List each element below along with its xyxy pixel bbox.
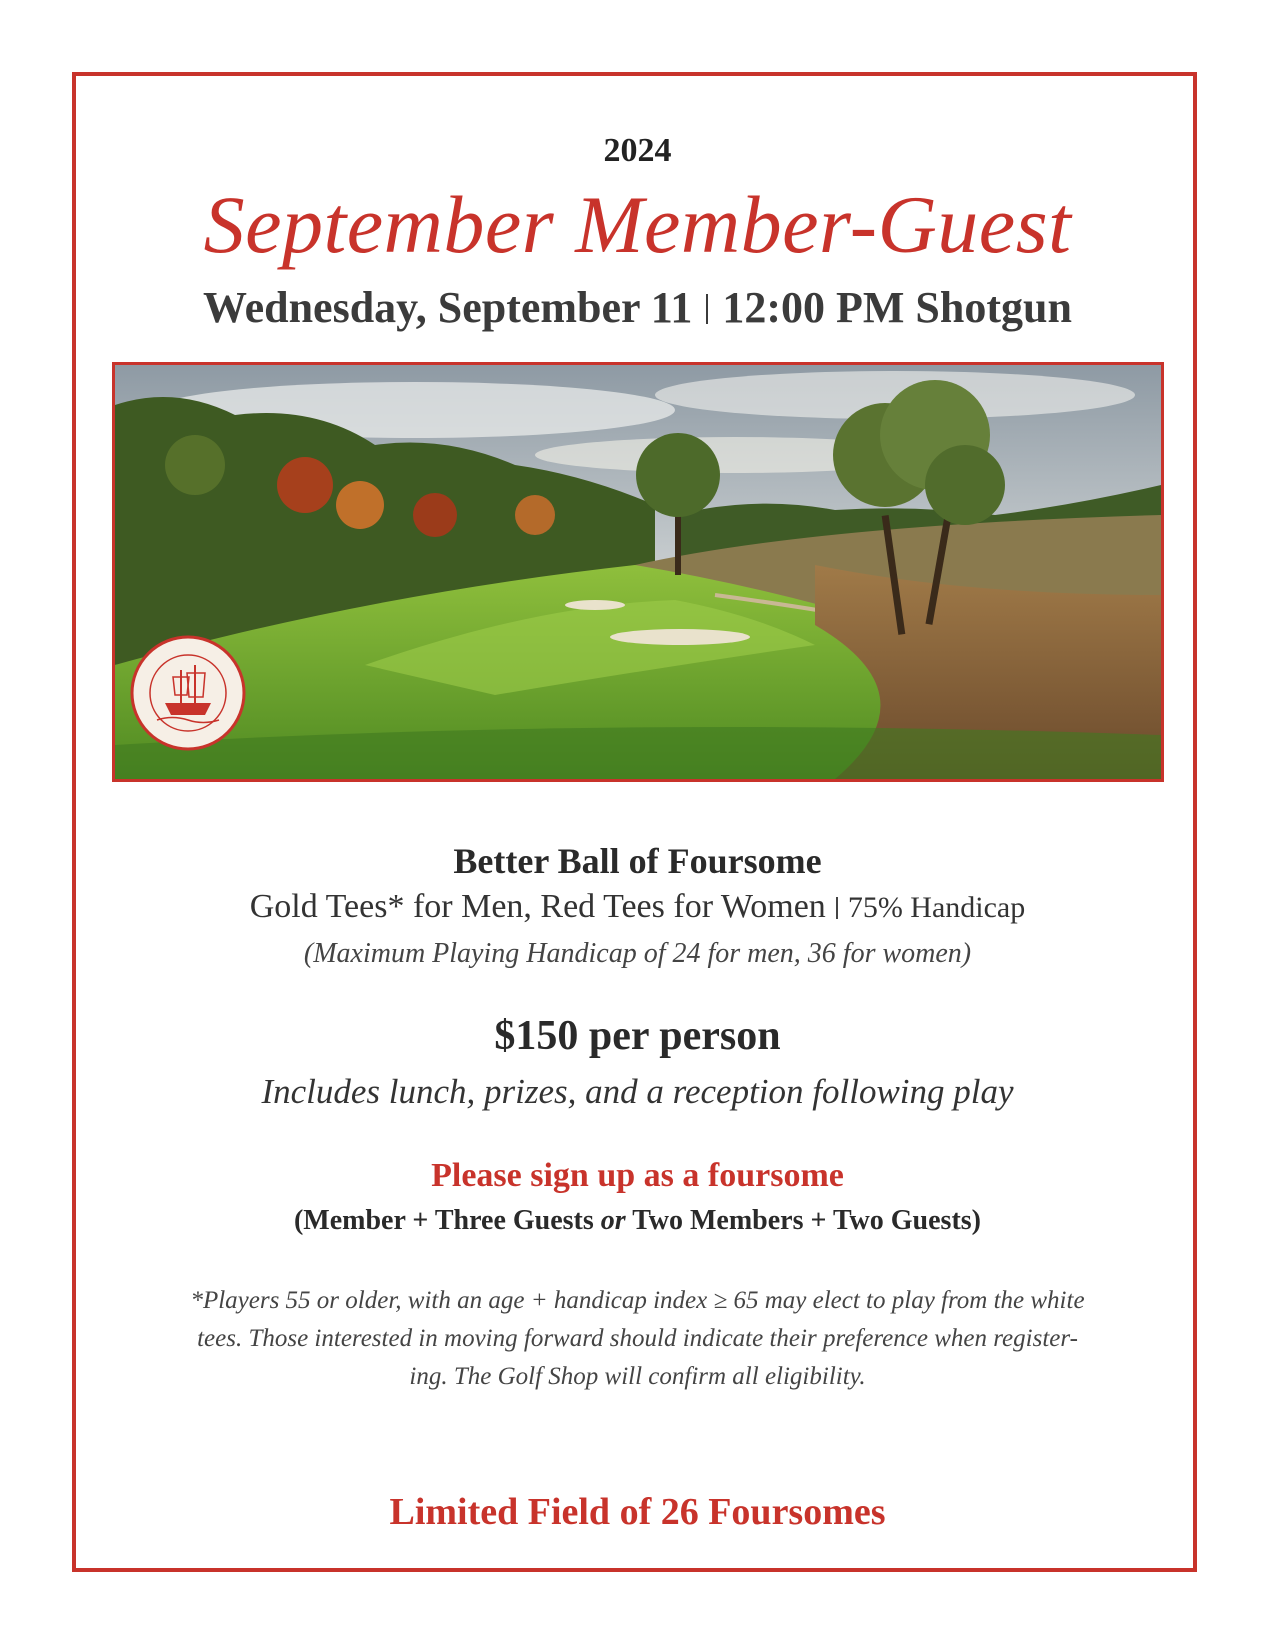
- footnote-line: tees. Those interested in moving forward should indicate their preference when register-: [197, 1325, 1078, 1352]
- price-includes: Includes lunch, prizes, and a reception following play: [261, 1072, 1014, 1111]
- event-dateline: [0, 282, 1275, 333]
- event-year: 2024: [603, 132, 672, 169]
- golf-course-photo: [112, 362, 1164, 782]
- handicap-percent: 75% Handicap: [847, 891, 1026, 924]
- event-title: September Member-Guest: [203, 179, 1072, 270]
- divider-bar: [836, 897, 838, 919]
- club-seal-icon: [132, 637, 244, 749]
- senior-tees-footnote: [0, 1282, 1275, 1396]
- divider-bar: [706, 294, 708, 324]
- combo-b: Two Members + Two Guests): [632, 1205, 981, 1236]
- signup-combinations: [0, 1205, 1275, 1237]
- event-day: Wednesday, September 11: [203, 283, 693, 332]
- max-handicap-note: (Maximum Playing Handicap of 24 for men, 36 for women): [303, 938, 972, 969]
- event-start: 12:00 PM Shotgun: [722, 283, 1072, 332]
- format-heading: Better Ball of Foursome: [453, 841, 822, 881]
- footnote-line: ing. The Golf Shop will confirm all eligibility.: [409, 1363, 866, 1390]
- price: $150 per person: [494, 1013, 781, 1059]
- combo-a: (Member + Three Guests: [293, 1205, 594, 1236]
- footnote-line: *Players 55 or older, with an age + handicap index ≥ 65 may elect to play from the white: [190, 1287, 1085, 1314]
- signup-heading: Please sign up as a foursome: [431, 1157, 844, 1194]
- tees-line: [0, 888, 1275, 926]
- tees-text: Gold Tees* for Men, Red Tees for Women: [249, 888, 826, 925]
- limited-field-note: Limited Field of 26 Foursomes: [389, 1491, 886, 1533]
- combo-or: or: [600, 1205, 626, 1236]
